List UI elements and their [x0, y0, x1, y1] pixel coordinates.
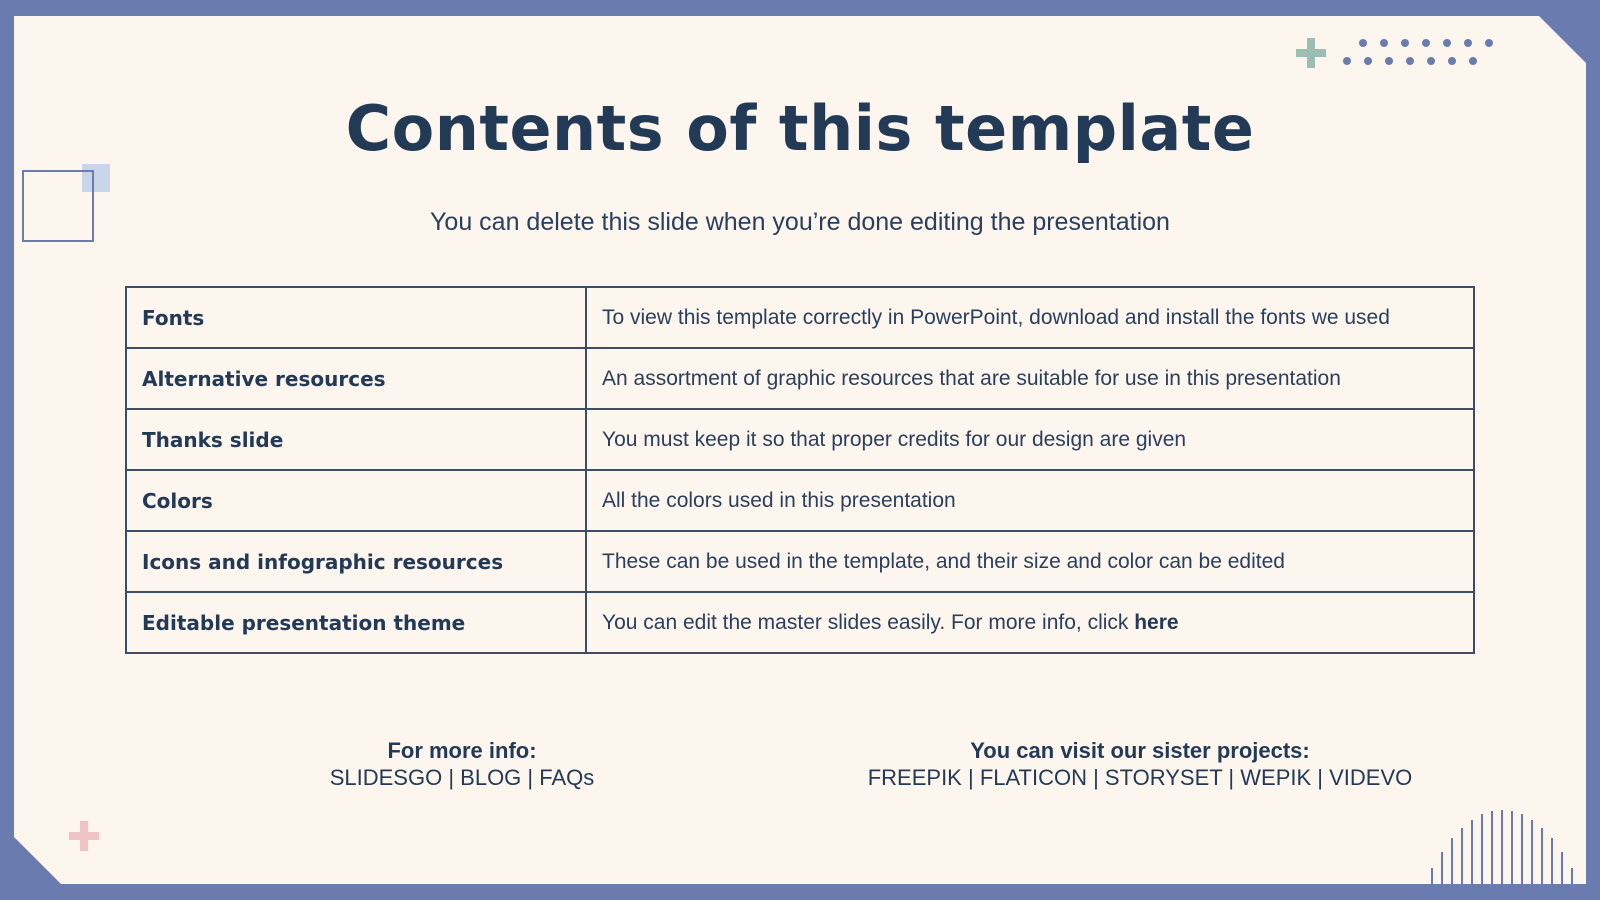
row-description: These can be used in the template, and their size and color can be edited	[586, 531, 1474, 592]
page-subtitle: You can delete this slide when you’re done editing the presentation	[430, 208, 1170, 236]
footer-left-heading: For more info:	[387, 738, 537, 763]
footer-more-info	[262, 737, 662, 791]
separator: |	[961, 765, 980, 790]
link-freepik[interactable]: FREEPIK	[867, 765, 962, 790]
row-description: An assortment of graphic resources that are suitable for use in this presentation	[586, 348, 1474, 409]
table-row	[126, 409, 1474, 470]
link-faqs[interactable]: FAQs	[539, 765, 595, 790]
separator: |	[442, 765, 461, 790]
row-description: You can edit the master slides easily. For more info, click	[602, 610, 1135, 634]
plus-icon-pink	[69, 821, 99, 851]
vertical-lines-icon	[1428, 808, 1588, 884]
row-label: Editable presentation theme	[126, 592, 586, 653]
row-description: All the colors used in this presentation	[586, 470, 1474, 531]
link-wepik[interactable]: WEPIK	[1240, 765, 1312, 790]
link-blog[interactable]: BLOG	[460, 765, 522, 790]
link-storyset[interactable]: STORYSET	[1104, 765, 1223, 790]
row-description: You must keep it so that proper credits for our design are given	[586, 409, 1474, 470]
row-description-cell	[586, 592, 1474, 653]
table-row	[126, 531, 1474, 592]
plus-icon-green	[1296, 38, 1326, 68]
page-title: Contents of this template	[345, 92, 1255, 165]
row-label: Fonts	[126, 287, 586, 348]
footer-right-links	[800, 764, 1480, 791]
table-row	[126, 470, 1474, 531]
here-link[interactable]: here	[1134, 610, 1179, 634]
dot-grid-icon	[1340, 36, 1496, 70]
row-label: Colors	[126, 470, 586, 531]
footer-left-links	[262, 764, 662, 791]
link-flaticon[interactable]: FLATICON	[979, 765, 1087, 790]
table-row	[126, 287, 1474, 348]
link-videvo[interactable]: VIDEVO	[1329, 765, 1413, 790]
separator: |	[1086, 765, 1105, 790]
row-description: To view this template correctly in PowerPoint, download and install the fonts we used	[586, 287, 1474, 348]
separator: |	[1311, 765, 1330, 790]
separator: |	[1222, 765, 1241, 790]
contents-table	[125, 286, 1475, 654]
row-label: Thanks slide	[126, 409, 586, 470]
row-label: Alternative resources	[126, 348, 586, 409]
row-label: Icons and infographic resources	[126, 531, 586, 592]
table-row	[126, 348, 1474, 409]
footer-right-heading: You can visit our sister projects:	[970, 738, 1310, 763]
footer-sister-projects	[800, 737, 1480, 791]
link-slidesgo[interactable]: SLIDESGO	[329, 765, 443, 790]
separator: |	[521, 765, 540, 790]
table-row	[126, 592, 1474, 653]
